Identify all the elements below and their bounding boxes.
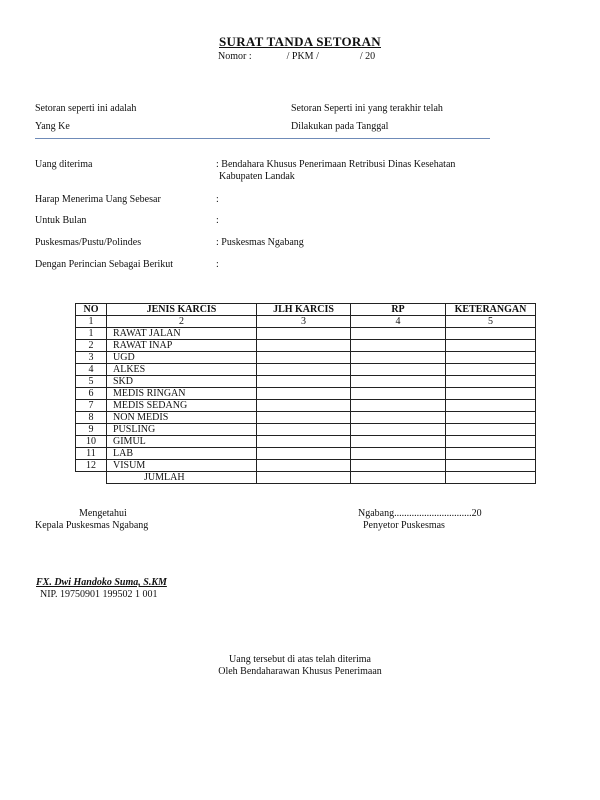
row-jenis-karcis: VISUM	[107, 460, 257, 472]
nomor-label: Nomor :	[218, 51, 252, 62]
table-row	[76, 388, 536, 400]
row-jlh-karcis-cell	[257, 328, 351, 340]
row-jenis-karcis: MEDIS RINGAN	[107, 388, 257, 400]
row-no: 9	[76, 424, 107, 436]
table-row	[76, 328, 536, 340]
total-label: JUMLAH	[107, 472, 257, 484]
row-keterangan-cell	[446, 424, 536, 436]
table-row	[76, 376, 536, 388]
col-number: 3	[257, 316, 351, 328]
table-row	[76, 412, 536, 424]
row-jlh-karcis-cell	[257, 436, 351, 448]
field-value-puskesmas: : Puskesmas Ngabang	[216, 237, 304, 248]
intro-left-line2: Yang Ke	[35, 121, 70, 132]
kepala-label: Kepala Puskesmas Ngabang	[35, 520, 149, 531]
header-no: NO	[76, 304, 107, 316]
row-rp-cell	[351, 436, 446, 448]
row-jenis-karcis: RAWAT INAP	[107, 340, 257, 352]
row-no: 12	[76, 460, 107, 472]
row-jlh-karcis-cell	[257, 388, 351, 400]
total-rp-cell	[351, 472, 446, 484]
row-jlh-karcis-cell	[257, 448, 351, 460]
table-row	[76, 448, 536, 460]
header-rp: RP	[351, 304, 446, 316]
row-no: 2	[76, 340, 107, 352]
row-keterangan-cell	[446, 328, 536, 340]
row-keterangan-cell	[446, 448, 536, 460]
col-number: 1	[76, 316, 107, 328]
nomor-line	[218, 51, 375, 63]
row-no: 10	[76, 436, 107, 448]
karcis-table	[75, 303, 536, 484]
row-no: 6	[76, 388, 107, 400]
total-keterangan-cell	[446, 472, 536, 484]
row-rp-cell	[351, 424, 446, 436]
footer-line1: Uang tersebut di atas telah diterima	[229, 654, 371, 665]
table-row	[76, 400, 536, 412]
row-no: 8	[76, 412, 107, 424]
row-rp-cell	[351, 328, 446, 340]
signer-name: FX. Dwi Handoko Suma, S.KM	[36, 577, 167, 588]
row-rp-cell	[351, 376, 446, 388]
row-jenis-karcis: UGD	[107, 352, 257, 364]
row-no: 7	[76, 400, 107, 412]
row-jlh-karcis-cell	[257, 352, 351, 364]
row-rp-cell	[351, 448, 446, 460]
row-jlh-karcis-cell	[257, 412, 351, 424]
row-jlh-karcis-cell	[257, 460, 351, 472]
table-row	[76, 364, 536, 376]
row-no: 5	[76, 376, 107, 388]
row-jenis-karcis: RAWAT JALAN	[107, 328, 257, 340]
footer-line2: Oleh Bendaharawan Khusus Penerimaan	[218, 666, 382, 677]
column-number-row	[76, 316, 536, 328]
row-rp-cell	[351, 412, 446, 424]
row-keterangan-cell	[446, 340, 536, 352]
table-total-row	[76, 472, 536, 484]
table-row	[76, 340, 536, 352]
mengetahui-label: Mengetahui	[79, 508, 127, 519]
row-keterangan-cell	[446, 436, 536, 448]
table-header-row	[76, 304, 536, 316]
table-row	[76, 436, 536, 448]
row-jlh-karcis-cell	[257, 424, 351, 436]
row-jenis-karcis: SKD	[107, 376, 257, 388]
total-spacer-cell	[76, 472, 107, 484]
field-value-untuk-bulan: :	[216, 215, 219, 226]
field-value-uang-diterima: : Bendahara Khusus Penerimaan Retribusi Dinas Kesehatan	[216, 159, 456, 170]
document-title: SURAT TANDA SETORAN	[219, 34, 381, 49]
row-jlh-karcis-cell	[257, 400, 351, 412]
header-keterangan: KETERANGAN	[446, 304, 536, 316]
row-jenis-karcis: NON MEDIS	[107, 412, 257, 424]
row-no: 4	[76, 364, 107, 376]
row-keterangan-cell	[446, 364, 536, 376]
row-rp-cell	[351, 340, 446, 352]
col-number: 5	[446, 316, 536, 328]
row-keterangan-cell	[446, 388, 536, 400]
row-keterangan-cell	[446, 412, 536, 424]
header-jenis-karcis: JENIS KARCIS	[107, 304, 257, 316]
field-label-untuk-bulan: Untuk Bulan	[35, 215, 87, 226]
row-keterangan-cell	[446, 460, 536, 472]
total-jlh-cell	[257, 472, 351, 484]
row-rp-cell	[351, 460, 446, 472]
signer-nip: NIP. 19750901 199502 1 001	[40, 589, 158, 600]
row-no: 3	[76, 352, 107, 364]
row-jenis-karcis: LAB	[107, 448, 257, 460]
row-keterangan-cell	[446, 400, 536, 412]
table-row	[76, 460, 536, 472]
field-value-uang-sebesar: :	[216, 194, 219, 205]
intro-right-line1: Setoran Seperti ini yang terakhir telah	[291, 103, 443, 114]
field-value-perincian: :	[216, 259, 219, 270]
nomor-year: / 20	[359, 51, 376, 62]
row-rp-cell	[351, 364, 446, 376]
header-jlh-karcis: JLH KARCIS	[257, 304, 351, 316]
row-jlh-karcis-cell	[257, 364, 351, 376]
intro-right-line2: Dilakukan pada Tanggal	[291, 121, 389, 132]
row-jenis-karcis: GIMUL	[107, 436, 257, 448]
field-value-uang-diterima-line2: Kabupaten Landak	[219, 171, 295, 182]
field-label-uang-sebesar: Harap Menerima Uang Sebesar	[35, 194, 161, 205]
table-row	[76, 352, 536, 364]
row-keterangan-cell	[446, 376, 536, 388]
divider-line	[35, 138, 490, 139]
row-jenis-karcis: MEDIS SEDANG	[107, 400, 257, 412]
row-no: 11	[76, 448, 107, 460]
col-number: 4	[351, 316, 446, 328]
row-rp-cell	[351, 388, 446, 400]
row-jlh-karcis-cell	[257, 340, 351, 352]
row-no: 1	[76, 328, 107, 340]
row-rp-cell	[351, 400, 446, 412]
field-label-uang-diterima: Uang diterima	[35, 159, 93, 170]
row-keterangan-cell	[446, 352, 536, 364]
nomor-pkm: / PKM /	[286, 51, 319, 62]
row-jenis-karcis: ALKES	[107, 364, 257, 376]
col-number: 2	[107, 316, 257, 328]
penyetor-label: Penyetor Puskesmas	[363, 520, 445, 531]
row-rp-cell	[351, 352, 446, 364]
row-jenis-karcis: PUSLING	[107, 424, 257, 436]
row-jlh-karcis-cell	[257, 376, 351, 388]
place-date: Ngabang...............................20	[358, 508, 482, 519]
table-body	[76, 328, 536, 472]
table-row	[76, 424, 536, 436]
field-label-perincian: Dengan Perincian Sebagai Berikut	[35, 259, 174, 270]
intro-left-line1: Setoran seperti ini adalah	[35, 103, 137, 114]
field-label-puskesmas: Puskesmas/Pustu/Polindes	[35, 237, 142, 248]
